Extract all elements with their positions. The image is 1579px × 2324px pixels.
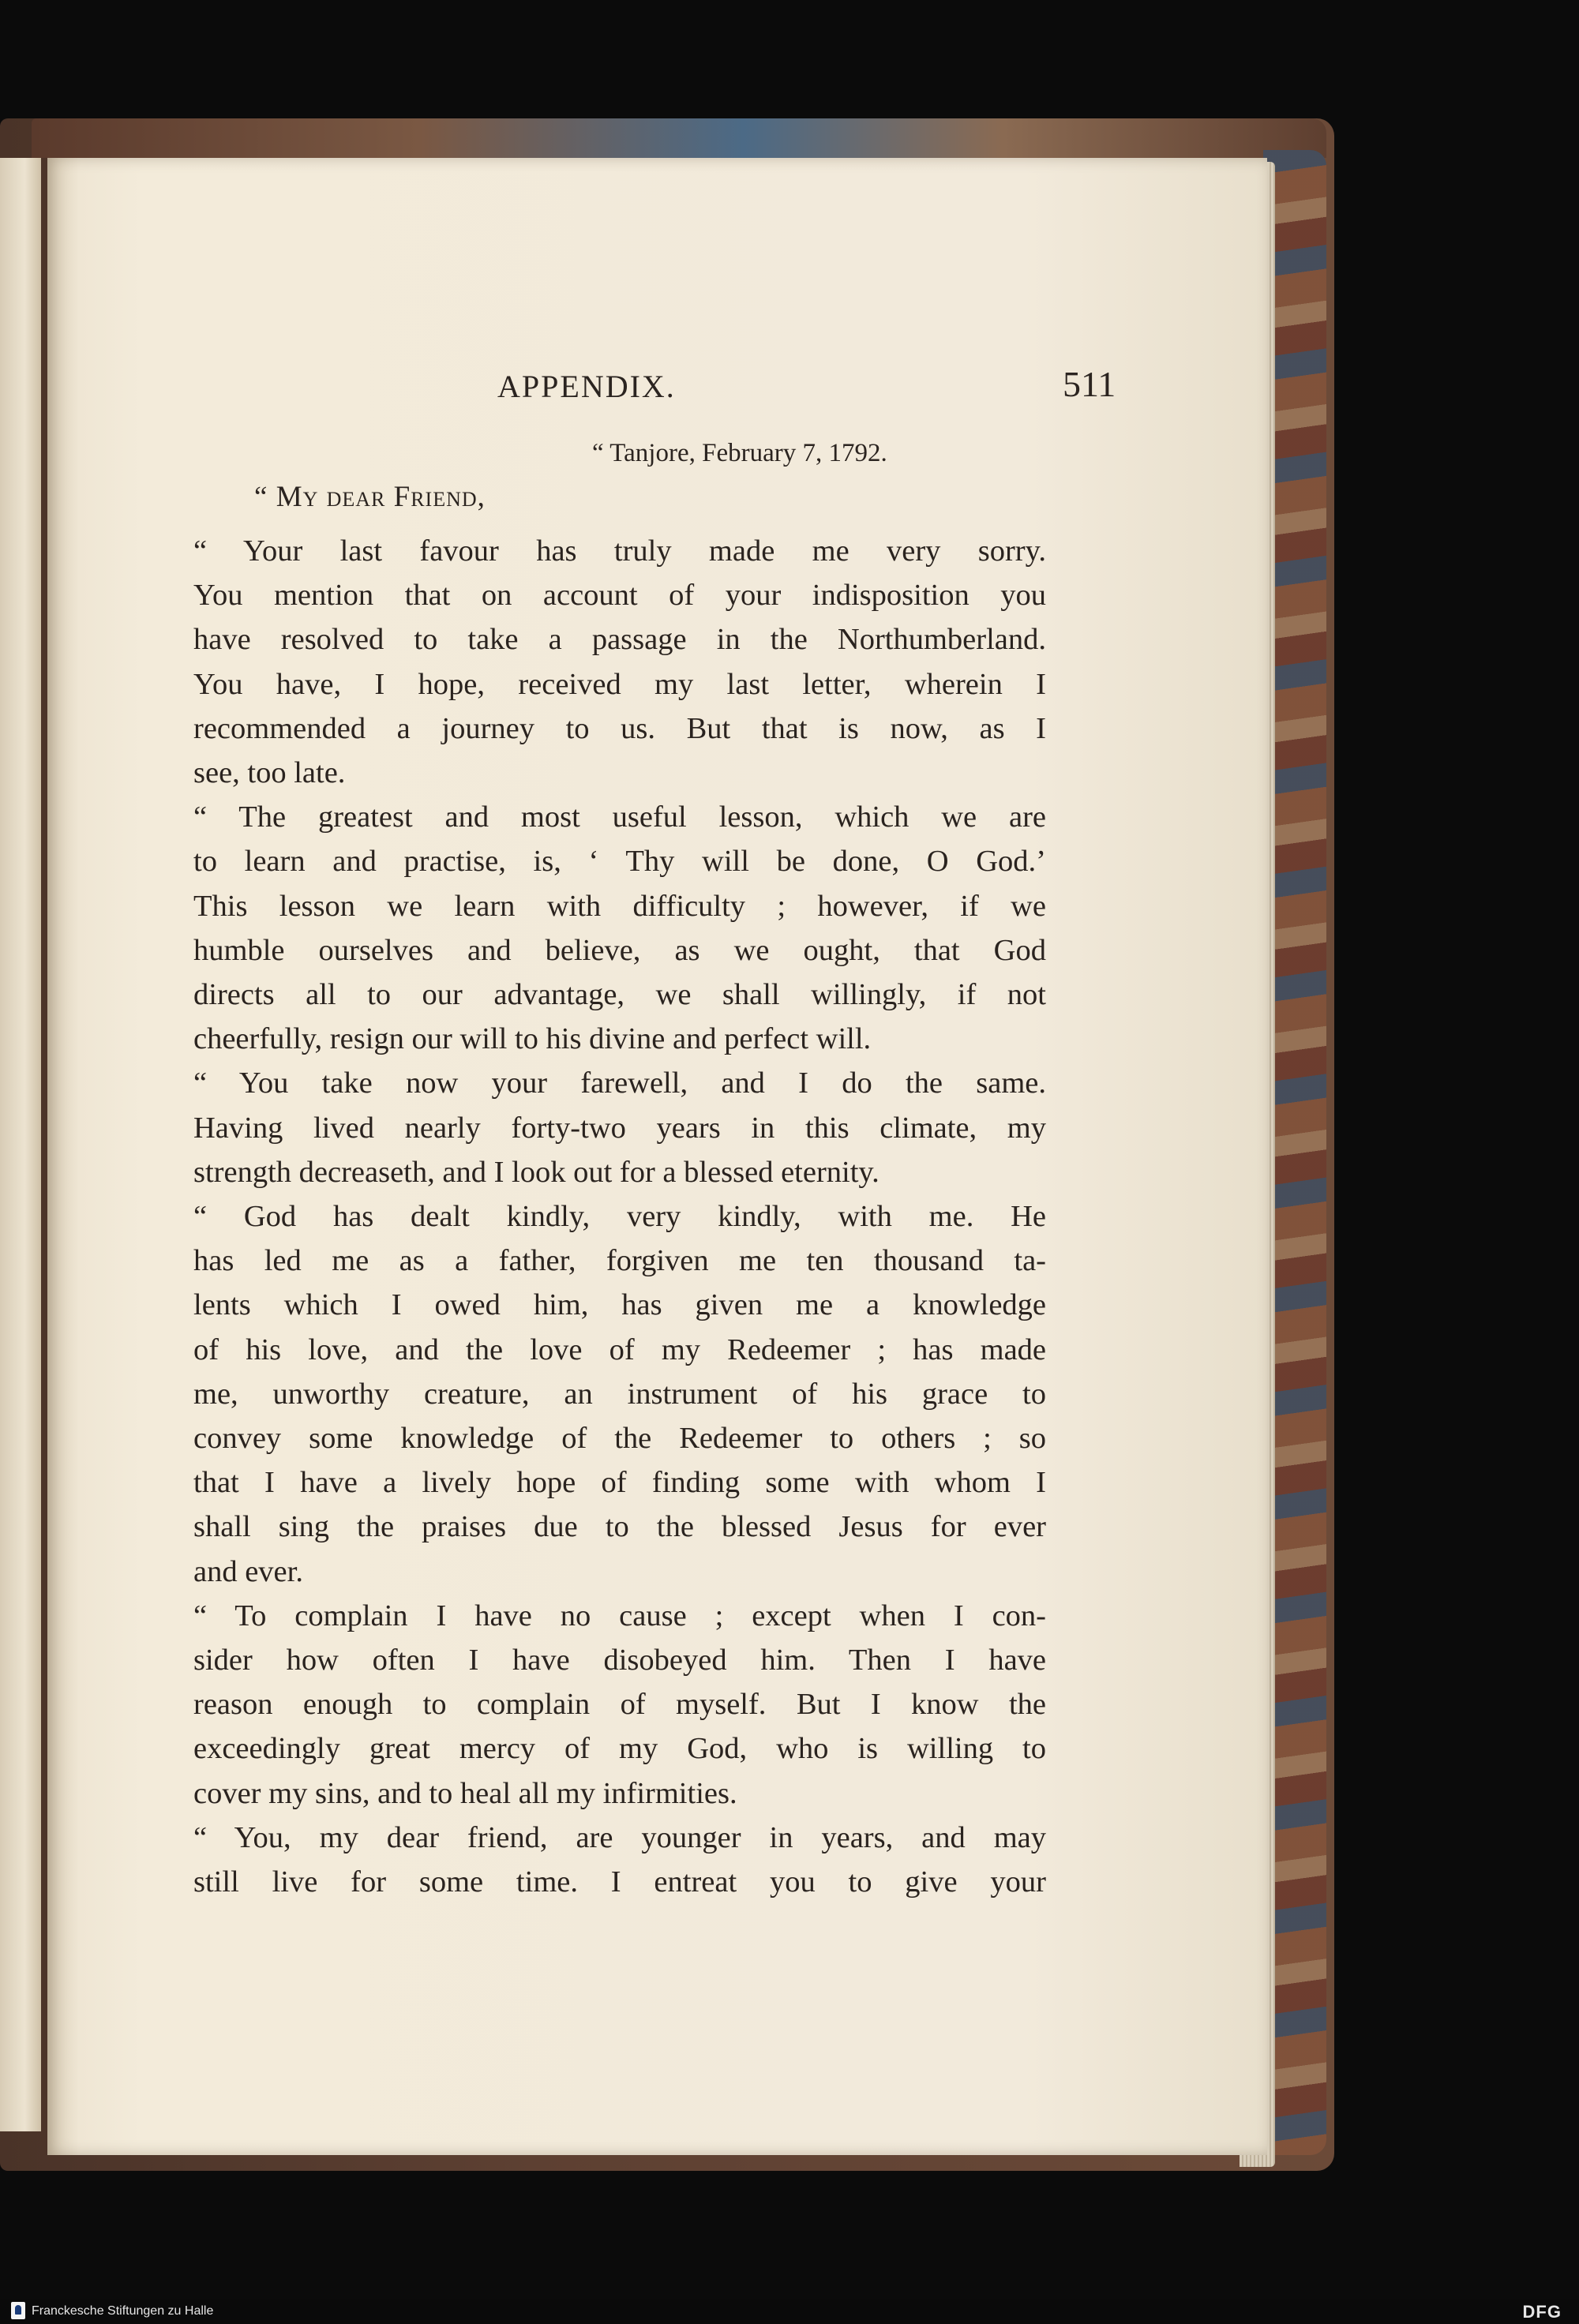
text-line: strength decreaseth, and I look out for a blessed eternity. [193, 1155, 880, 1189]
institution-logo-icon [11, 2302, 25, 2319]
text-line: shall sing the praises due to the blessed Jesus for ever [193, 1510, 1046, 1544]
text-line: of his love, and the love of my Redeemer ; has made [193, 1333, 1046, 1366]
text-line: sider how often I have disobeyed him. Then I have [193, 1644, 1046, 1677]
text-line: exceedingly great mercy of my God, who is willing to [193, 1732, 1046, 1766]
paragraph [193, 795, 1046, 1061]
letter-salutation [254, 480, 486, 514]
text-line: “ To complain I have no cause ; except when I con- [193, 1599, 1046, 1632]
text-line: and ever. [193, 1554, 303, 1588]
text-line: This lesson we learn with difficulty ; however, if we [193, 889, 1046, 923]
dfg-logo: DFG [1522, 2302, 1562, 2322]
paragraph [193, 1594, 1046, 1816]
letter-dateline: “ Tanjore, February 7, 1792. [592, 439, 887, 467]
text-line: reason enough to complain of myself. But I know the [193, 1688, 1046, 1722]
paragraph [193, 1194, 1046, 1594]
left-page-edge [0, 158, 41, 2131]
salutation-text: My dear Friend, [276, 481, 486, 513]
text-line: see, too late. [193, 756, 346, 790]
text-line: to learn and practise, is, ‘ Thy will be done, O God.’ [193, 845, 1046, 879]
paragraph [193, 1061, 1046, 1194]
paragraph [193, 529, 1046, 795]
paragraph [193, 1816, 1046, 1904]
running-head-title: APPENDIX. [497, 369, 676, 404]
running-head [47, 364, 1267, 415]
letter-body [193, 529, 1046, 1904]
footer-institution: Franckesche Stiftungen zu Halle [32, 2304, 214, 2318]
text-line: that I have a lively hope of finding some with whom I [193, 1466, 1046, 1500]
text-line: recommended a journey to us. But that is now, as I [193, 711, 1046, 745]
salutation-quote: “ [254, 481, 268, 513]
text-line: convey some knowledge of the Redeemer to others ; so [193, 1422, 1046, 1456]
text-line: directs all to our advantage, we shall willingly, if not [193, 978, 1046, 1012]
text-line: “ God has dealt kindly, very kindly, with me. He [193, 1200, 1046, 1234]
page-number: 511 [1063, 364, 1116, 404]
text-line: has led me as a father, forgiven me ten thousand ta- [193, 1244, 1046, 1278]
text-line: “ You take now your farewell, and I do the same. [193, 1066, 1046, 1100]
text-line: me, unworthy creature, an instrument of his grace to [193, 1377, 1046, 1411]
book-page [47, 158, 1267, 2155]
text-line: Having lived nearly forty-two years in this climate, my [193, 1111, 1046, 1145]
text-line: lents which I owed him, has given me a knowledge [193, 1288, 1046, 1322]
text-line: cheerfully, resign our will to his divine and perfect will. [193, 1022, 872, 1056]
text-line: “ You, my dear friend, are younger in years, and may [193, 1820, 1046, 1854]
text-line: still live for some time. I entreat you to give your [193, 1865, 1046, 1899]
text-line: “ Your last favour has truly made me very sorry. [193, 534, 1046, 568]
text-line: “ The greatest and most useful lesson, which we are [193, 800, 1046, 834]
text-line: You mention that on account of your indisposition you [193, 579, 1046, 613]
text-line: humble ourselves and believe, as we ought, that God [193, 933, 1046, 967]
footer-bar [0, 2299, 1579, 2324]
text-line: cover my sins, and to heal all my infirmities. [193, 1776, 737, 1810]
text-line: You have, I hope, received my last letter, wherein I [193, 667, 1046, 701]
book-cover-top-edge [32, 118, 1326, 158]
text-line: have resolved to take a passage in the Northumberland. [193, 623, 1046, 657]
